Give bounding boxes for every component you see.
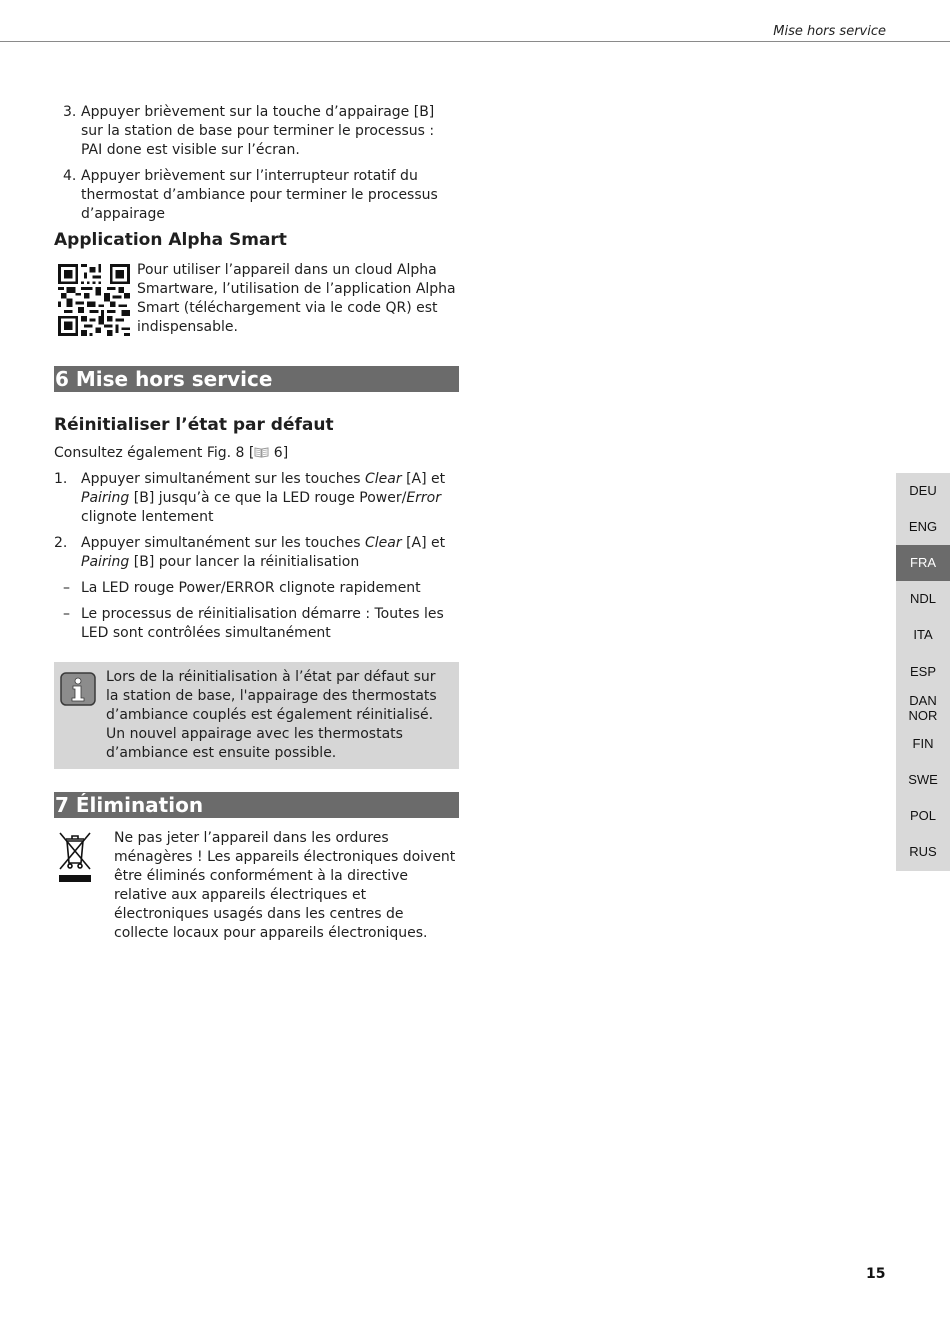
list-item <box>54 470 459 527</box>
header-rule <box>0 41 950 42</box>
disposal-block <box>54 829 459 943</box>
lang-tab-ndl[interactable]: NDL <box>909 591 936 606</box>
result-text: La LED rouge Power/ERROR clignote rapidement <box>81 580 421 596</box>
dash: – <box>63 580 70 596</box>
running-header: Mise hors service <box>773 24 886 39</box>
info-note <box>54 662 459 769</box>
list-item <box>54 167 459 224</box>
section-6 <box>54 366 459 769</box>
result-item <box>54 605 459 643</box>
step-text-post: [B] jusqu’à ce que la LED rouge Power/ <box>129 490 407 506</box>
disposal-text: Ne pas jeter l’appareil dans les ordures ménagères ! Les appareils électroniques doivent être éliminés conformément à la directive relative aux appareils électriques et électroniques usagés dans les centres de collecte locaux pour appareils électroniques. <box>114 830 456 941</box>
step-number: 4. <box>63 168 77 184</box>
result-text: Le processus de réinitialisation démarre : Toutes les LED sont contrôlées simultanément <box>81 606 444 641</box>
lang-tab-pol[interactable]: POL <box>909 808 936 823</box>
step-text-mid: [A] et <box>401 471 446 487</box>
lang-tab-fra[interactable]: FRA <box>896 545 950 581</box>
section-7-title: 7 Élimination <box>54 792 459 818</box>
pairing-key: Pairing <box>81 554 130 570</box>
app-heading: Application Alpha Smart <box>54 230 287 250</box>
step-text-post: [B] pour lancer la réinitialisation <box>129 554 360 570</box>
list-item <box>54 103 459 160</box>
qr-code-icon <box>58 264 130 336</box>
see-also <box>54 444 459 463</box>
lang-tab-dan-nor[interactable] <box>896 693 950 723</box>
lang-dan: DAN <box>909 693 937 708</box>
info-icon <box>60 672 96 706</box>
page-number: 15 <box>866 1266 886 1282</box>
app-section <box>54 229 459 337</box>
app-block <box>54 261 459 337</box>
dash: – <box>63 606 70 622</box>
language-sidebar <box>896 473 950 871</box>
step-text-mid: [A] et <box>401 535 446 551</box>
lang-tab-eng[interactable]: ENG <box>908 519 938 534</box>
lang-tab-ita[interactable]: ITA <box>913 627 933 642</box>
lang-tab-rus[interactable]: RUS <box>909 844 937 859</box>
see-also-page: 6] <box>269 445 289 461</box>
book-icon <box>254 446 269 458</box>
step-text-pre: Appuyer simultanément sur les touches <box>81 535 366 551</box>
step-text: Appuyer brièvement sur l’interrupteur rotatif du thermostat d’ambiance pour terminer le processus d’appairage <box>81 168 438 222</box>
clear-key: Clear <box>365 471 402 487</box>
lang-tab-swe[interactable]: SWE <box>908 772 938 787</box>
lang-tab-fin[interactable]: FIN <box>912 736 934 751</box>
error-label: Error <box>406 490 442 506</box>
lang-tab-esp[interactable]: ESP <box>909 664 936 679</box>
see-also-text: Consultez également Fig. 8 [ <box>54 445 255 461</box>
section-7 <box>54 792 459 943</box>
app-text: Pour utiliser l’appareil dans un cloud Alpha Smartware, l’utilisation de l’application Alpha Smart (téléchargement via le code QR) est indispensable. <box>137 262 456 335</box>
step-text-pre: Appuyer simultanément sur les touches <box>81 471 366 487</box>
result-item <box>54 579 459 598</box>
crossed-bin-icon <box>57 829 93 885</box>
lang-nor: NOR <box>908 708 938 723</box>
list-item <box>54 534 459 572</box>
clear-key: Clear <box>365 535 402 551</box>
step-text-end: clignote lentement <box>81 509 214 525</box>
reset-heading: Réinitialiser l’état par défaut <box>54 415 334 435</box>
lang-tab-deu[interactable]: DEU <box>909 483 937 498</box>
step-number: 3. <box>63 104 77 120</box>
step-text: Appuyer brièvement sur la touche d’appairage [B] sur la station de base pour terminer le processus : PAI done est visible sur l’écran. <box>81 104 435 158</box>
section-6-title: 6 Mise hors service <box>54 366 459 392</box>
step-number: 1. <box>54 471 68 487</box>
pairing-key: Pairing <box>81 490 130 506</box>
steps-top <box>54 103 459 224</box>
info-text: Lors de la réinitialisation à l’état par défaut sur la station de base, l'appairage des thermostats d’ambiance couplés est également réinitialisé. Un nouvel appairage avec les thermostats d’ambiance est ensuite possible. <box>106 669 437 761</box>
step-number: 2. <box>54 535 68 551</box>
